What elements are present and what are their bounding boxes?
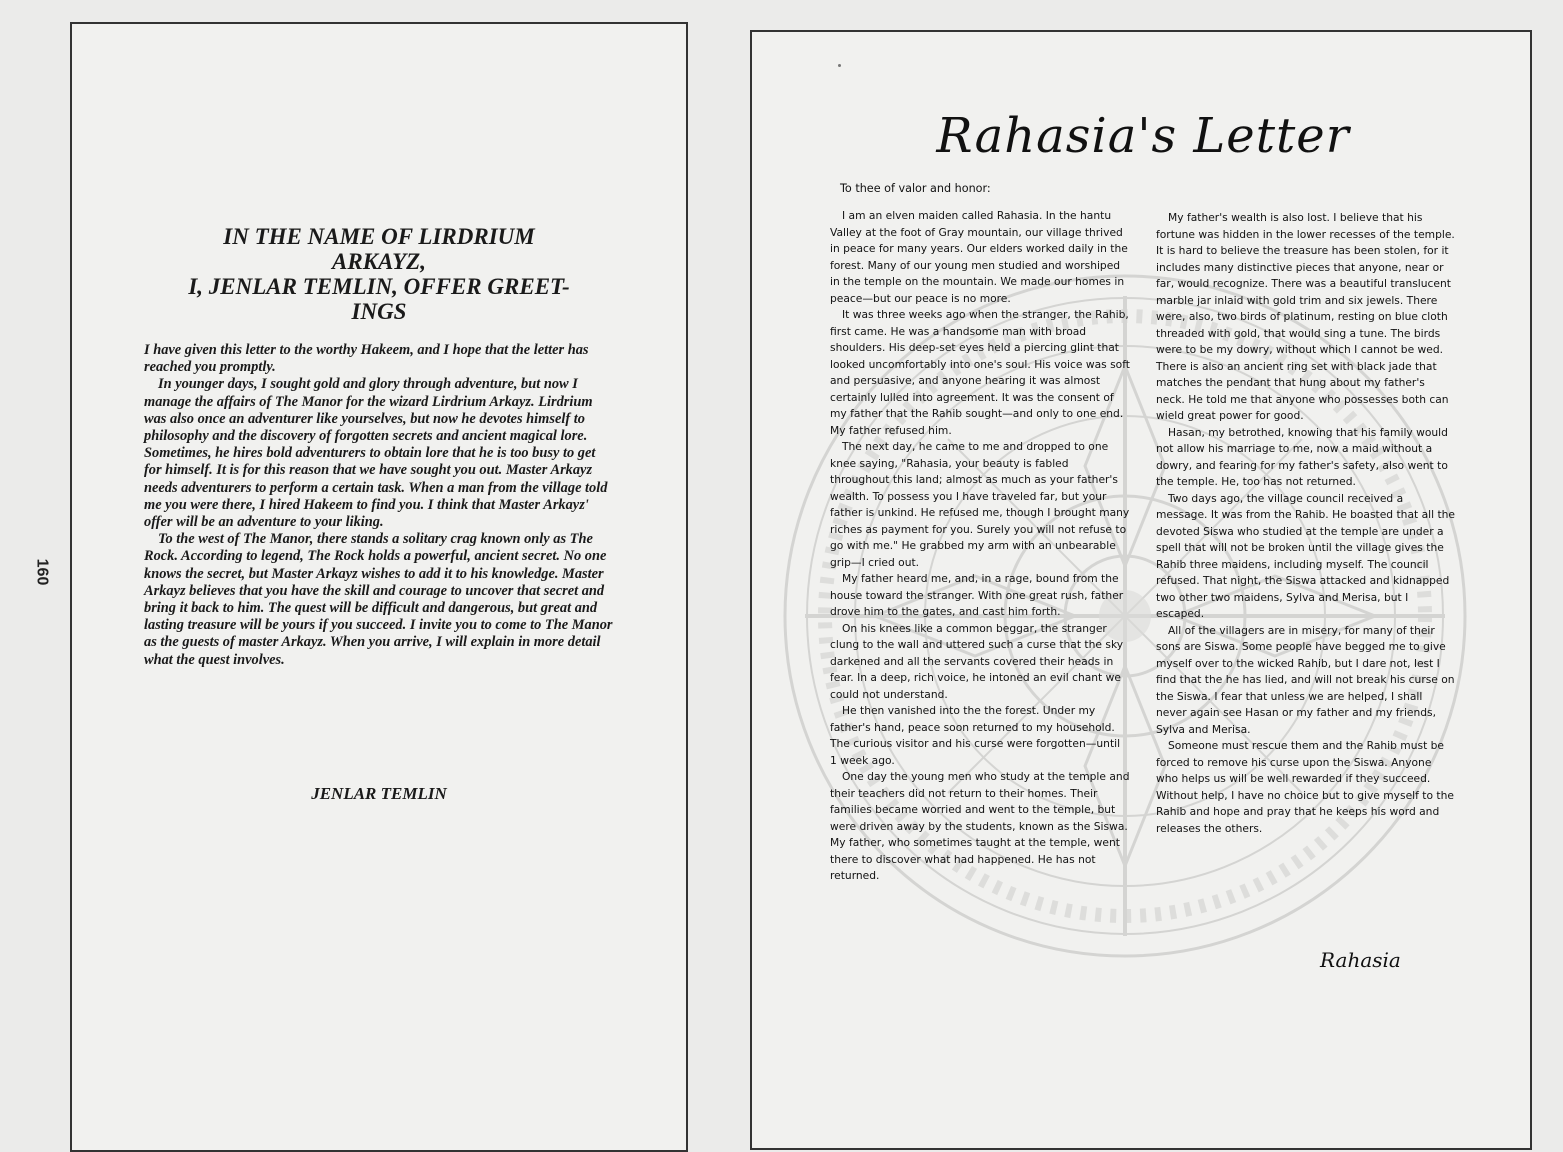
letter-paragraph: It was three weeks ago when the stranger, the Rahib, first came. He was a handsome man with broad shoulders. His deep-set eyes held a piercing glint that looked uncomfortably into one's soul. His voice was soft and persuasive, and anyone hearing it was almost certainly lulled into agreement. It was the consent of my father that the Rahib sought—and only to one end. My father refused him. xyxy=(830,308,1130,437)
letter-paragraph: I have given this letter to the worthy Hakeem, and I hope that the letter has reached you promptly. xyxy=(144,342,589,376)
heading-line: I, JENLAR TEMLIN, OFFER GREET- xyxy=(188,274,570,299)
letter-paragraph: I am an elven maiden called Rahasia. In the hantu Valley at the foot of Gray mountain, our village thrived in peace for many years. Our elders worked daily in the forest. Many of our young men studied and worshiped in the temple on the mountain. We made our homes in peace—but our peace is no more. xyxy=(830,209,1128,305)
letter-paragraph: He then vanished into the the forest. Under my father's hand, peace soon returned to my household. The curious visitor and his curse were forgotten—until 1 week ago. xyxy=(830,704,1121,767)
page-number: 160 xyxy=(33,558,51,586)
heading-line: IN THE NAME OF LIRDRIUM xyxy=(223,224,535,249)
letter-column-right xyxy=(1156,210,1456,837)
salutation: To thee of valor and honor: xyxy=(840,182,991,195)
letter-paragraph: My father heard me, and, in a rage, bound from the house toward the stranger. With one great rush, father drove him to the gates, and cast him forth. xyxy=(830,572,1124,618)
letter-heading xyxy=(144,224,614,324)
speck xyxy=(838,64,841,67)
letter-paragraph: My father's wealth is also lost. I believe that his fortune was hidden in the lower recesses of the temple. It is hard to believe the treasure has been stolen, for it includes many distinctive pieces that anyone, near or far, would recognize. There was a beautiful translucent marble jar inlaid with gold trim and six jewels. There were, also, two birds of platinum, resting on blue cloth threaded with gold, that would sing a tune. The birds were to be my dowry, without which I cannot be wed. There is also an ancient ring set with black jade that matches the pendant that hung about my father's neck. He told me that anyone who possesses both can wield great power for good. xyxy=(1156,211,1455,422)
letter-paragraph: To the west of The Manor, there stands a solitary crag known only as The Rock. According to legend, The Rock holds a powerful, ancient secret. No one knows the secret, but Master Arkayz wishes to add it to his knowledge. Master Arkayz believes that you have the skill and courage to uncover that secret and bring it back to him. The quest will be difficult and dangerous, but great and lasting treasure will be yours if you succeed. I invite you to come to The Manor as the guests of master Arkayz. When you arrive, I will explain in more detail what the quest involves. xyxy=(144,531,613,668)
letter-column-left xyxy=(830,208,1130,885)
letter-body xyxy=(144,342,614,669)
letter-title: Rahasia's Letter xyxy=(936,108,1350,164)
letter-paragraph: Two days ago, the village council received a message. It was from the Rahib. He boasted that all the devoted Siswa who studied at the temple are under a spell that will not be broken until the village gives the Rahib three maidens, including myself. The council refused. That night, the Siswa attacked and kidnapped two other two maidens, Sylva and Merisa, but I escaped. xyxy=(1156,491,1456,620)
letter-paragraph: All of the villagers are in misery, for many of their sons are Siswa. Some people have begged me to give myself over to the wicked Rahib, but I dare not, lest I find that the he has lied, and will not break his curse on the Siswa. I fear that unless we are helped, I shall never again see Hasan or my father and my friends, Sylva and Merisa. xyxy=(1156,623,1455,736)
letter-paragraph: On his knees like a common beggar, the stranger clung to the wall and uttered such a curse that the sky darkened and all the servants covered their heads in fear. In a deep, rich voice, he intoned an evil chant we could not understand. xyxy=(830,621,1124,701)
letter-paragraph: The next day, he came to me and dropped to one knee saying, "Rahasia, your beauty is fabled throughout this land; almost as much as your father's wealth. To possess you I have traveled far, but your father is unkind. He refused me, though I brought many riches as payment for you. Surely you will not refuse to go with me." He grabbed my arm with an unbearable grip—I cried out. xyxy=(830,440,1130,569)
right-page-panel xyxy=(750,30,1532,1150)
letter-signature: JENLAR TEMLIN xyxy=(311,784,447,803)
letter-signature: Rahasia xyxy=(1320,948,1401,972)
letter-paragraph: One day the young men who study at the temple and their teachers did not return to their homes. Their families became worried and went to the temple, but were driven away by the students, known as the Siswa. My father, who sometimes taught at the temple, went there to discover what had happened. He has not returned. xyxy=(830,770,1130,882)
letter-paragraph: Someone must rescue them and the Rahib must be forced to remove his curse upon the Siswa. Anyone who helps us will be well rewarded if they succeed. Without help, I have no choice but to give myself to the Rahib and hope and pray that he keeps his word and releases the others. xyxy=(1156,739,1454,835)
letter-paragraph: In younger days, I sought gold and glory through adventure, but now I manage the affairs of The Manor for the wizard Lirdrium Arkayz. Lirdrium was also once an adventurer like yourselves, but now he devotes himself to philosophy and the discovery of forgotten secrets and ancient magical lore. Sometimes, he hires bold adventurers to obtain lore that he is too busy to get for himself. It is for this reason that we have sought you out. Master Arkayz needs adventurers to perform a certain task. When a man from the village told me you were there, I hired Hakeem to find you. I think that Master Arkayz' offer will be an adventure to your liking. xyxy=(144,376,608,531)
heading-line: INGS xyxy=(351,299,407,324)
heading-line: ARKAYZ, xyxy=(332,249,426,274)
left-page-panel xyxy=(70,22,688,1152)
letter-paragraph: Hasan, my betrothed, knowing that his family would not allow his marriage to me, now a maid without a dowry, and fearing for my father's safety, also went to the temple. He, too has not returned. xyxy=(1156,425,1448,488)
